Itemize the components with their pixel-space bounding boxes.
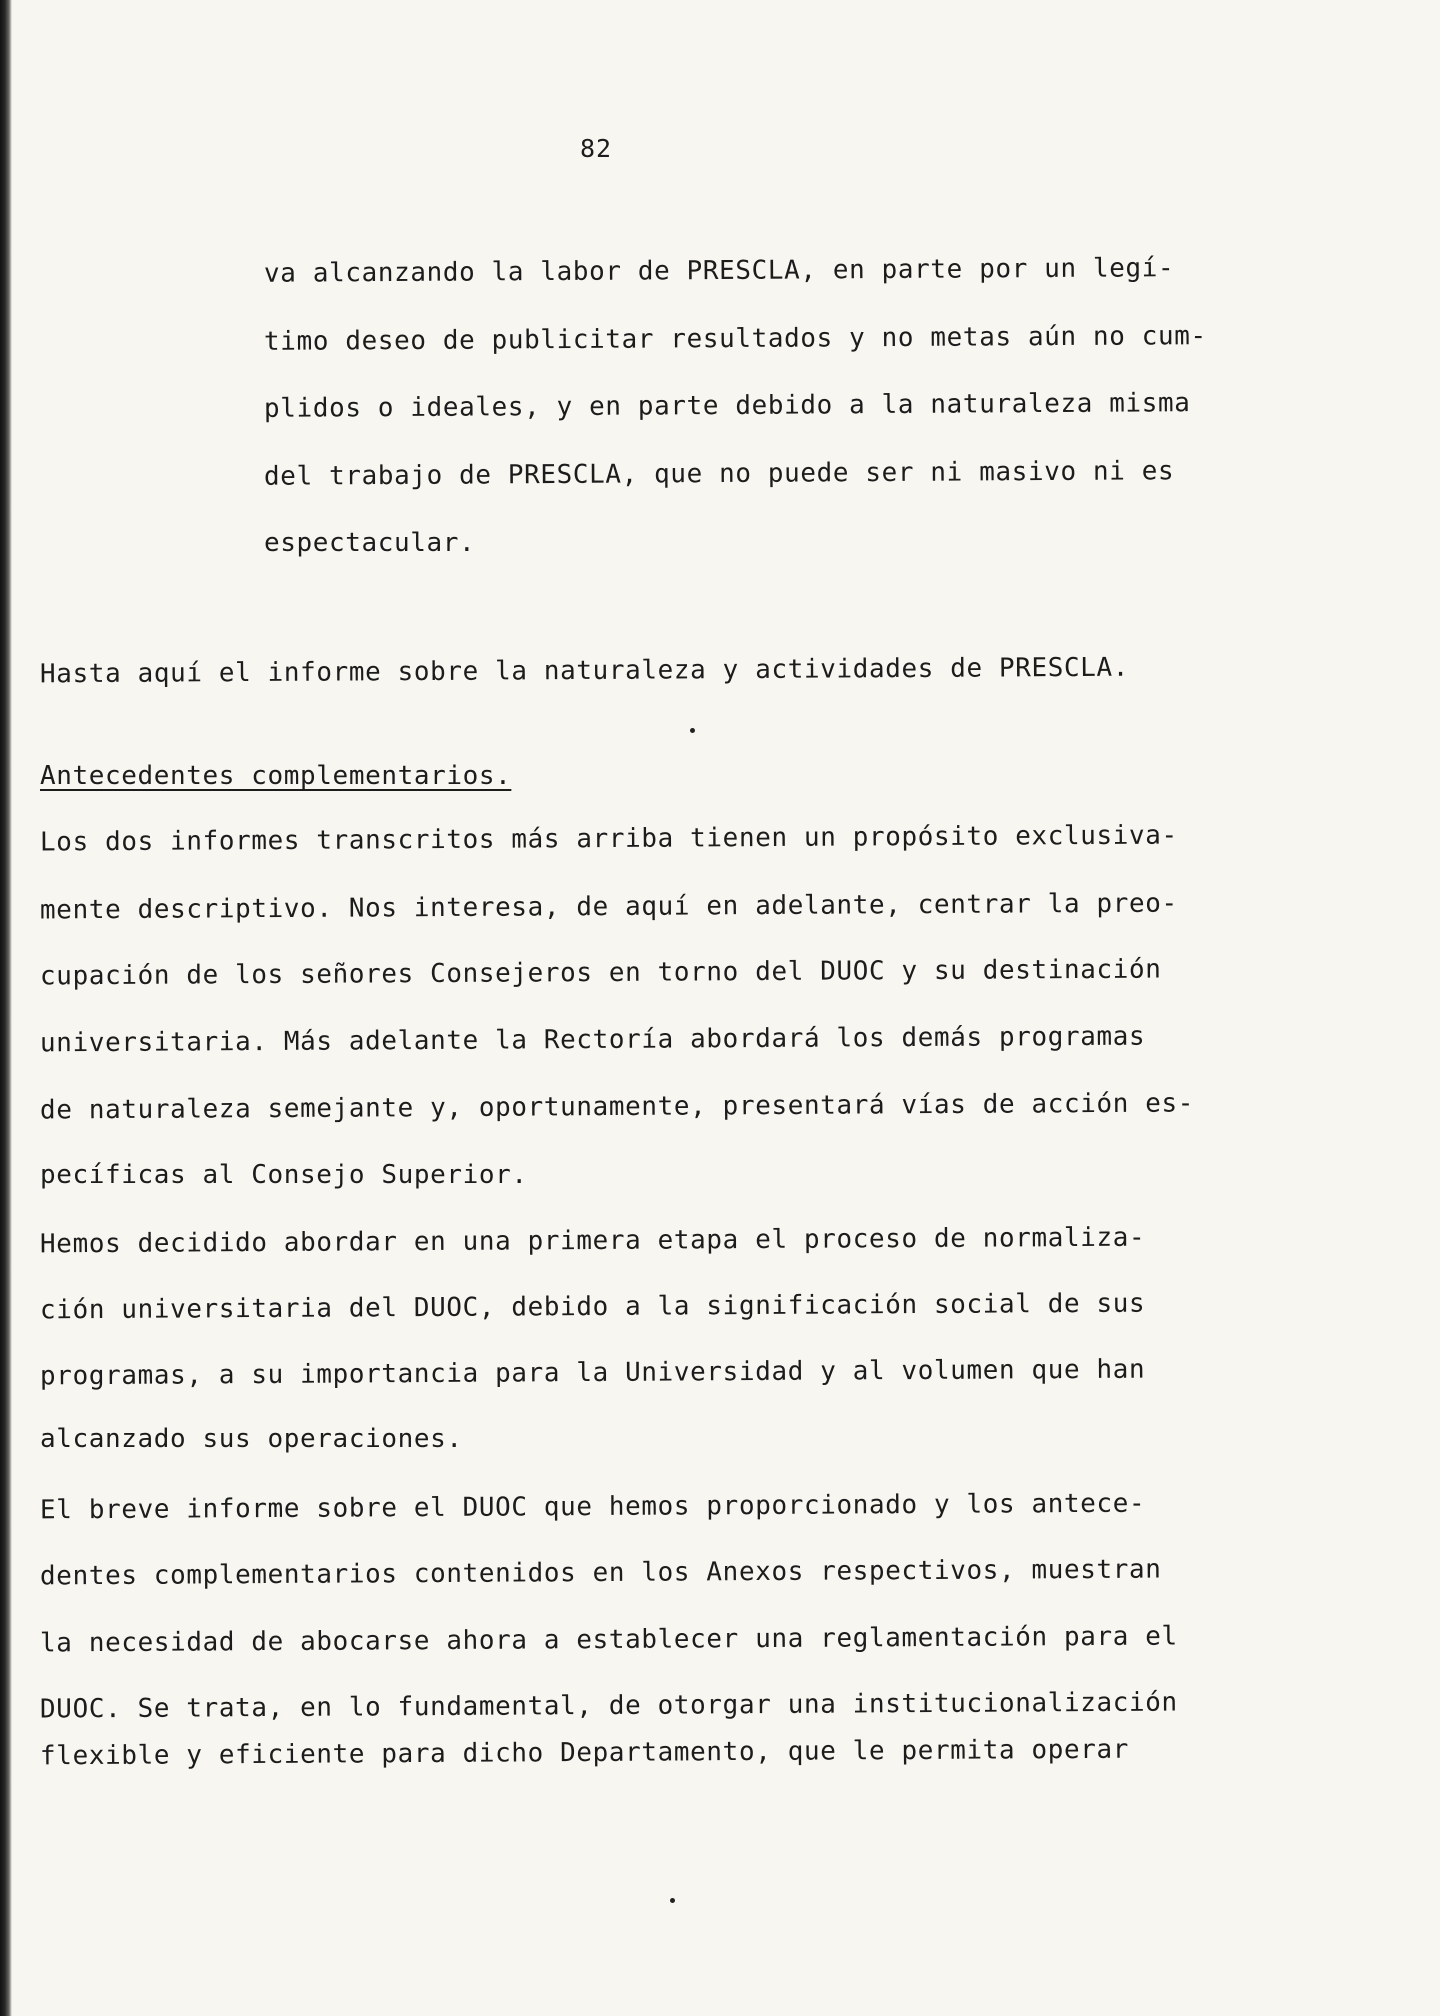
scanned-page-edge (0, 0, 12, 2016)
body-line: Los dos informes transcritos más arriba tienen un propósito exclusiva- (39, 820, 1178, 858)
paragraph-line: espectacular. (264, 528, 476, 558)
paragraph-line: del trabajo de PRESCLA, que no puede ser ni masivo ni es (263, 456, 1175, 492)
summary-line: Hasta aquí el informe sobre la naturaleza y actividades de PRESCLA. (39, 652, 1130, 690)
body-line: alcanzado sus operaciones. (40, 1424, 463, 1454)
paragraph-line: timo deseo de publicitar resultados y no metas aún no cum- (263, 321, 1207, 357)
paragraph-line: plidos o ideales, y en parte debido a la naturaleza misma (263, 388, 1191, 424)
body-line: El breve informe sobre el DUOC que hemos proporcionado y los antece- (39, 1488, 1146, 1526)
body-line: ción universitaria del DUOC, debido a la significación social de sus (39, 1288, 1146, 1326)
body-line: universitaria. Más adelante la Rectoría abordará los demás programas (39, 1021, 1146, 1059)
section-heading: Antecedentes complementarios. (40, 761, 512, 791)
body-line: flexible y eficiente para dicho Departamento, que le permita operar (39, 1734, 1130, 1772)
body-line: de naturaleza semejante y, oportunamente, presentará vías de acción es- (39, 1088, 1195, 1126)
body-line: la necesidad de abocarse ahora a establecer una reglamentación para el (39, 1621, 1178, 1659)
body-line: mente descriptivo. Nos interesa, de aquí en adelante, centrar la preo- (39, 888, 1178, 926)
paragraph-line: va alcanzando la labor de PRESCLA, en parte por un legí- (263, 253, 1175, 289)
body-line: pecíficas al Consejo Superior. (40, 1160, 528, 1190)
body-line: DUOC. Se trata, en lo fundamental, de otorgar una institucionalización (39, 1687, 1178, 1725)
body-line: programas, a su importancia para la Universidad y al volumen que han (39, 1354, 1146, 1392)
page-number: 82 (580, 134, 613, 163)
scan-speck (690, 728, 695, 733)
body-line: dentes complementarios contenidos en los Anexos respectivos, muestran (39, 1554, 1162, 1592)
body-line: Hemos decidido abordar en una primera etapa el proceso de normaliza- (39, 1222, 1146, 1260)
scan-speck (670, 1898, 675, 1903)
body-line: cupación de los señores Consejeros en torno del DUOC y su destinación (39, 954, 1162, 992)
